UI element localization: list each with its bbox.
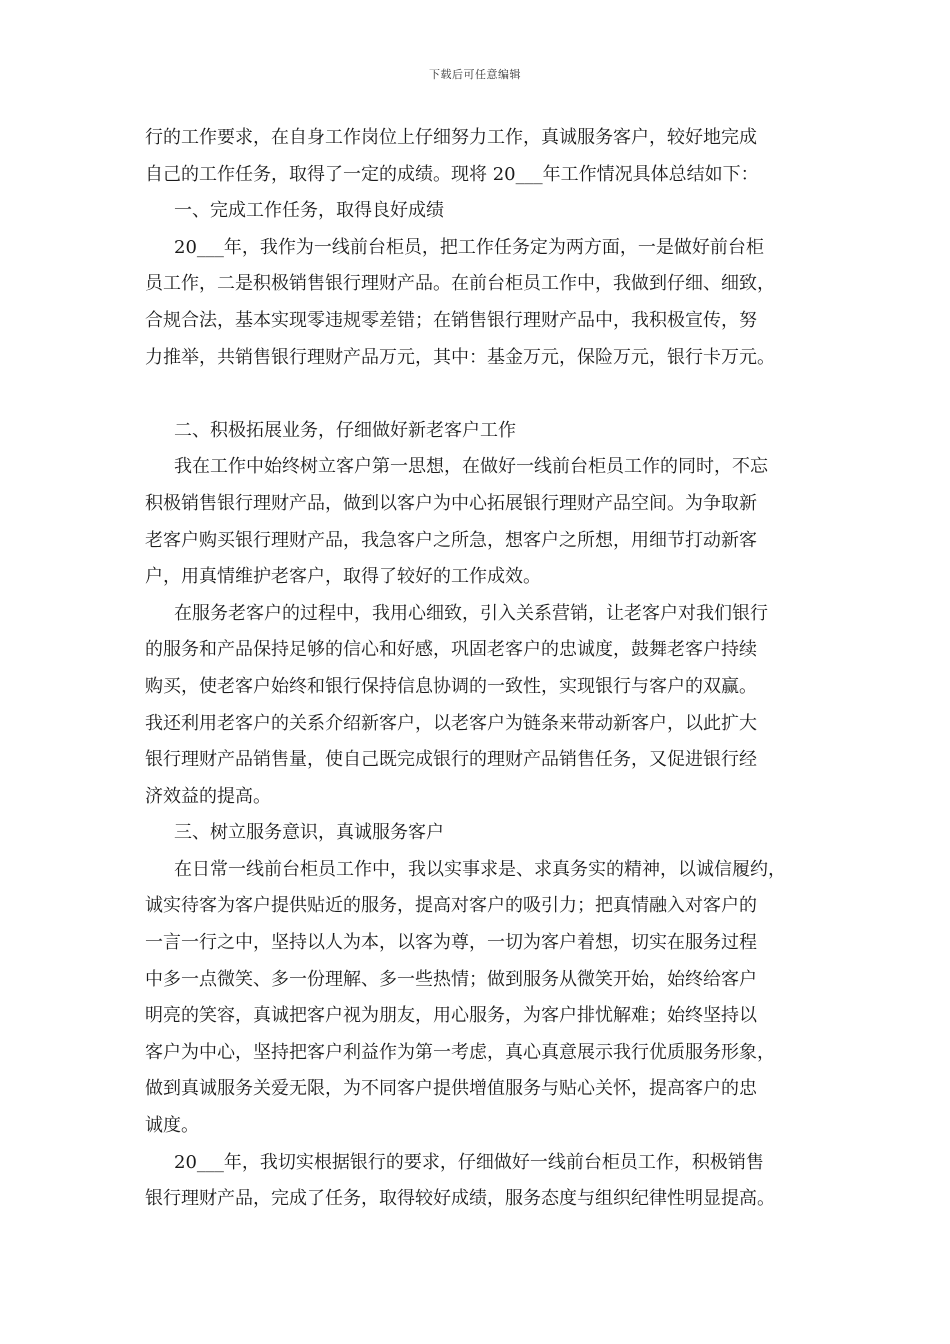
text-line: 明亮的笑容，真诚把客户视为朋友，用心服务，为客户排忧解难；始终坚持以 (145, 1005, 757, 1027)
text-line: 我在工作中始终树立客户第一思想，在做好一线前台柜员工作的同时，不忘 (174, 456, 768, 478)
section-heading: 二、积极拓展业务，仔细做好新老客户工作 (174, 419, 516, 441)
text-line: 银行理财产品销售量，使自己既完成银行的理财产品销售任务，又促进银行经 (145, 749, 757, 771)
text-line: 积极销售银行理财产品，做到以客户为中心拓展银行理财产品空间。为争取新 (145, 492, 757, 514)
text-line: 老客户购买银行理财产品，我急客户之所急，想客户之所想，用细节打动新客 (145, 529, 757, 551)
text-line: 购买，使老客户始终和银行保持信息协调的一致性，实现银行与客户的双赢。 (145, 675, 757, 697)
text-line: 行的工作要求，在自身工作岗位上仔细努力工作，真诚服务客户，较好地完成 (145, 127, 757, 148)
page-header: 下载后可任意编辑 (429, 68, 521, 81)
text-line: 合规合法，基本实现零违规零差错；在销售银行理财产品中，我积极宣传，努 (145, 309, 757, 331)
section-heading: 一、完成工作任务，取得良好成绩 (174, 200, 444, 222)
text-line: 诚度。 (145, 1115, 199, 1137)
text-line: 力推举，共销售银行理财产品万元，其中：基金万元，保险万元，银行卡万元。 (145, 346, 775, 368)
text-line: 做到真诚服务关爱无限，为不同客户提供增值服务与贴心关怀，提高客户的忠 (145, 1078, 757, 1100)
text-line: 20___年，我作为一线前台柜员，把工作任务定为两方面，一是做好前台柜 (174, 236, 764, 258)
text-line: 济效益的提高。 (145, 785, 271, 807)
text-line: 的服务和产品保持足够的信心和好感，巩固老客户的忠诚度，鼓舞老客户持续 (145, 639, 757, 661)
text-line: 在服务老客户的过程中，我用心细致，引入关系营销，让老客户对我们银行 (174, 602, 768, 624)
text-line: 客户为中心，坚持把客户利益作为第一考虑，真心真意展示我行优质服务形象， (145, 1041, 775, 1063)
text-line: 银行理财产品，完成了任务，取得较好成绩，服务态度与组织纪律性明显提高。 (145, 1188, 775, 1210)
section-heading: 三、树立服务意识，真诚服务客户 (174, 822, 444, 844)
text-line: 中多一点微笑、多一份理解、多一些热情；做到服务从微笑开始，始终给客户 (145, 968, 757, 990)
text-line: 在日常一线前台柜员工作中，我以实事求是、求真务实的精神，以诚信履约， (174, 858, 786, 880)
document-body (145, 120, 825, 1218)
text-line: 户，用真情维护老客户，取得了较好的工作成效。 (145, 566, 541, 588)
text-line: 20___年，我切实根据银行的要求，仔细做好一线前台柜员工作，积极销售 (174, 1151, 764, 1173)
paragraph-gap (145, 376, 825, 413)
text-line: 自己的工作任务，取得了一定的成绩。现将 20___年工作情况具体总结如下： (145, 163, 759, 185)
text-line: 一言一行之中，坚持以人为本，以客为尊，一切为客户着想，切实在服务过程 (145, 932, 757, 954)
text-line: 诚实待客为客户提供贴近的服务，提高对客户的吸引力；把真情融入对客户的 (145, 895, 757, 917)
text-line: 员工作，二是积极销售银行理财产品。在前台柜员工作中，我做到仔细、细致， (145, 273, 775, 295)
text-line: 我还利用老客户的关系介绍新客户，以老客户为链条来带动新客户，以此扩大 (145, 712, 757, 734)
